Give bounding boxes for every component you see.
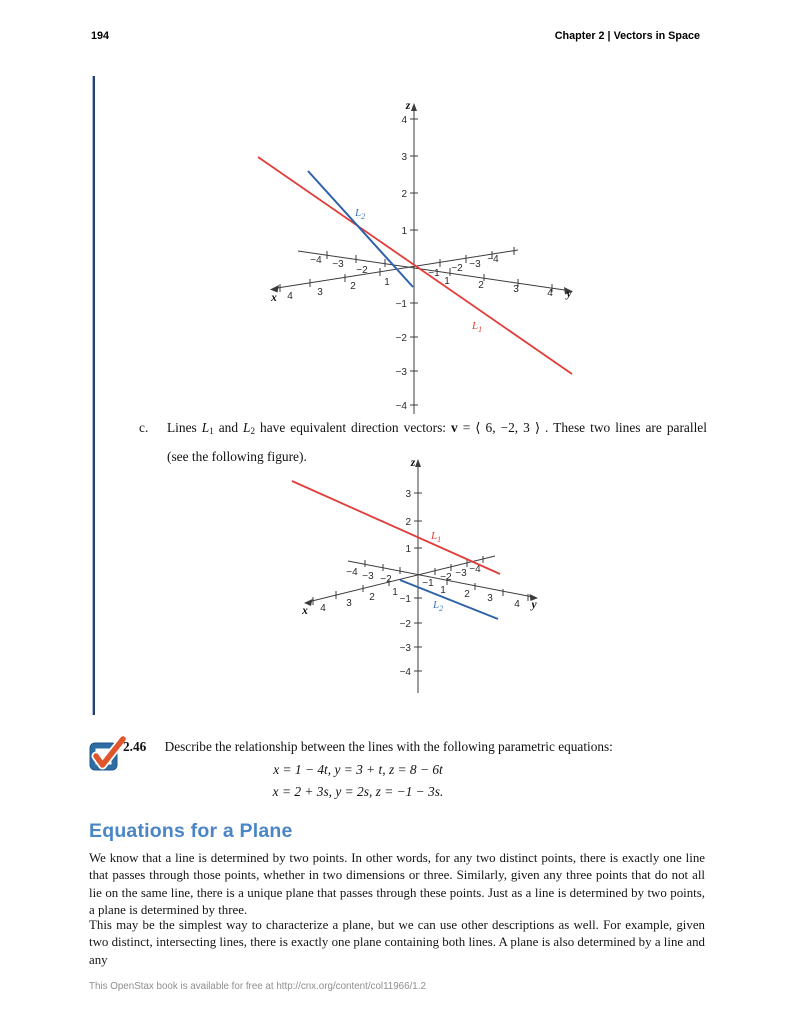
tick-label: 1 bbox=[384, 277, 390, 288]
item-c-line2: (see the following figure). bbox=[167, 449, 307, 464]
checkpoint-number: 2.46 bbox=[123, 739, 147, 754]
checkpoint-prompt: Describe the relationship between the lines with the following parametric equations: bbox=[164, 739, 613, 754]
tick-label: 3 bbox=[487, 593, 493, 604]
tick-label: −3 bbox=[455, 568, 467, 579]
z-axis-arrow bbox=[415, 459, 421, 467]
line-l1 bbox=[258, 157, 572, 374]
tick-label: 4 bbox=[401, 115, 407, 126]
tick-label: −2 bbox=[399, 619, 411, 630]
z-axis-label: z bbox=[410, 457, 416, 469]
figure-2-parallel-lines bbox=[285, 455, 565, 700]
tick-label: −4 bbox=[487, 254, 499, 265]
tick-label: −3 bbox=[395, 367, 407, 378]
tick-label: −2 bbox=[440, 572, 452, 583]
tick-label: −4 bbox=[395, 401, 407, 412]
tick-label: 4 bbox=[547, 288, 553, 299]
tick-label: 3 bbox=[346, 598, 352, 609]
page-number: 194 bbox=[91, 30, 110, 42]
paragraph-1: We know that a line is determined by two points. In other words, for any two distinct points, there is exactly one line that passes through those points, whether in two dimensions or three. Similarly, given any three points that do not all lie on the same line, there is a unique plane that passes through these points. Just as a line is determined by two points, a plane is determined by three. bbox=[89, 851, 705, 918]
tick-label: −3 bbox=[362, 571, 374, 582]
tick-label: 4 bbox=[320, 603, 326, 614]
tick-label: 1 bbox=[392, 587, 398, 598]
tick-label: 2 bbox=[369, 592, 375, 603]
tick-label: 4 bbox=[514, 599, 520, 610]
tick-label: 2 bbox=[405, 517, 411, 528]
item-c-marker: c. bbox=[139, 420, 149, 435]
tick-label: 2 bbox=[478, 280, 484, 291]
tick-label: −1 bbox=[399, 594, 411, 605]
tick-label: 1 bbox=[444, 276, 450, 287]
tick-label: 2 bbox=[464, 589, 470, 600]
equation-line-2: x = 2 + 3s, y = 2s, z = −1 − 3s. bbox=[272, 783, 444, 799]
margin-rule bbox=[92, 76, 95, 715]
figure-1-skew-lines bbox=[250, 98, 580, 418]
y-axis-label: y bbox=[566, 288, 572, 300]
checkpoint-row bbox=[123, 739, 683, 755]
tick-label: 3 bbox=[405, 489, 411, 500]
tick-label: −2 bbox=[395, 333, 407, 344]
line-l1-label: $L_1$ bbox=[431, 530, 442, 544]
tick-label: −4 bbox=[399, 667, 411, 678]
line-l1-label: $L_1$ bbox=[472, 320, 483, 334]
tick-label: 4 bbox=[287, 291, 293, 302]
tick-label: −4 bbox=[310, 255, 322, 266]
tick-label: 3 bbox=[401, 152, 407, 163]
tick-label: −4 bbox=[469, 564, 481, 575]
paragraph-2: This may be the simplest way to characterize a plane, but we can use other descriptions as well. For example, given two distinct, intersecting lines, there is exactly one plane containing both lines. A plane is also determined by a line and any bbox=[89, 918, 705, 967]
vector-v: v bbox=[451, 420, 458, 435]
tick-label: −4 bbox=[346, 567, 358, 578]
z-axis-label: z bbox=[405, 100, 411, 112]
equation-line-1: x = 1 − 4t, y = 3 + t, z = 8 − 6t bbox=[273, 762, 443, 777]
tick-label: −2 bbox=[356, 265, 368, 276]
tick-label: −1 bbox=[422, 578, 434, 589]
z-axis-arrow bbox=[411, 103, 417, 111]
line-l1 bbox=[292, 481, 500, 574]
item-c-line1: Lines $L_1$ and $L_2$ have equivalent direction vectors: v = ⟨ 6, −2, 3 ⟩ . These two lines are parallel bbox=[167, 420, 707, 436]
line-l2-label: $L_2$ bbox=[433, 599, 444, 613]
tick-label: −2 bbox=[380, 574, 392, 585]
tick-label: −1 bbox=[428, 268, 440, 279]
tick-label: −3 bbox=[469, 259, 481, 270]
vector-components: ⟨ 6, −2, 3 ⟩ . bbox=[475, 420, 549, 435]
checkpoint-checkbox-icon bbox=[88, 734, 128, 774]
line-l2-label: $L_2$ bbox=[355, 207, 366, 221]
chapter-title: Chapter 2 | Vectors in Space bbox=[554, 30, 700, 42]
line-l2 bbox=[400, 580, 498, 619]
tick-label: −3 bbox=[332, 259, 344, 270]
tick-label: 2 bbox=[350, 281, 356, 292]
figure-2-axes bbox=[304, 459, 538, 693]
section-title: Equations for a Plane bbox=[89, 820, 293, 842]
x-axis-label: x bbox=[302, 605, 308, 617]
tick-label: −1 bbox=[395, 299, 407, 310]
tick-label: 1 bbox=[405, 544, 411, 555]
x-axis-label: x bbox=[271, 292, 277, 304]
tick-label: −2 bbox=[451, 263, 463, 274]
tick-label: 2 bbox=[401, 189, 407, 200]
tick-label: 1 bbox=[440, 585, 446, 596]
y-axis-label: y bbox=[531, 599, 537, 611]
checkpoint-equations bbox=[170, 759, 546, 802]
tick-label: 3 bbox=[317, 287, 323, 298]
tick-label: 3 bbox=[513, 284, 519, 295]
tick-label: −3 bbox=[399, 643, 411, 654]
footer-text: This OpenStax book is available for free at http://cnx.org/content/col11966/1.2 bbox=[89, 981, 426, 992]
tick-label: 1 bbox=[401, 226, 407, 237]
